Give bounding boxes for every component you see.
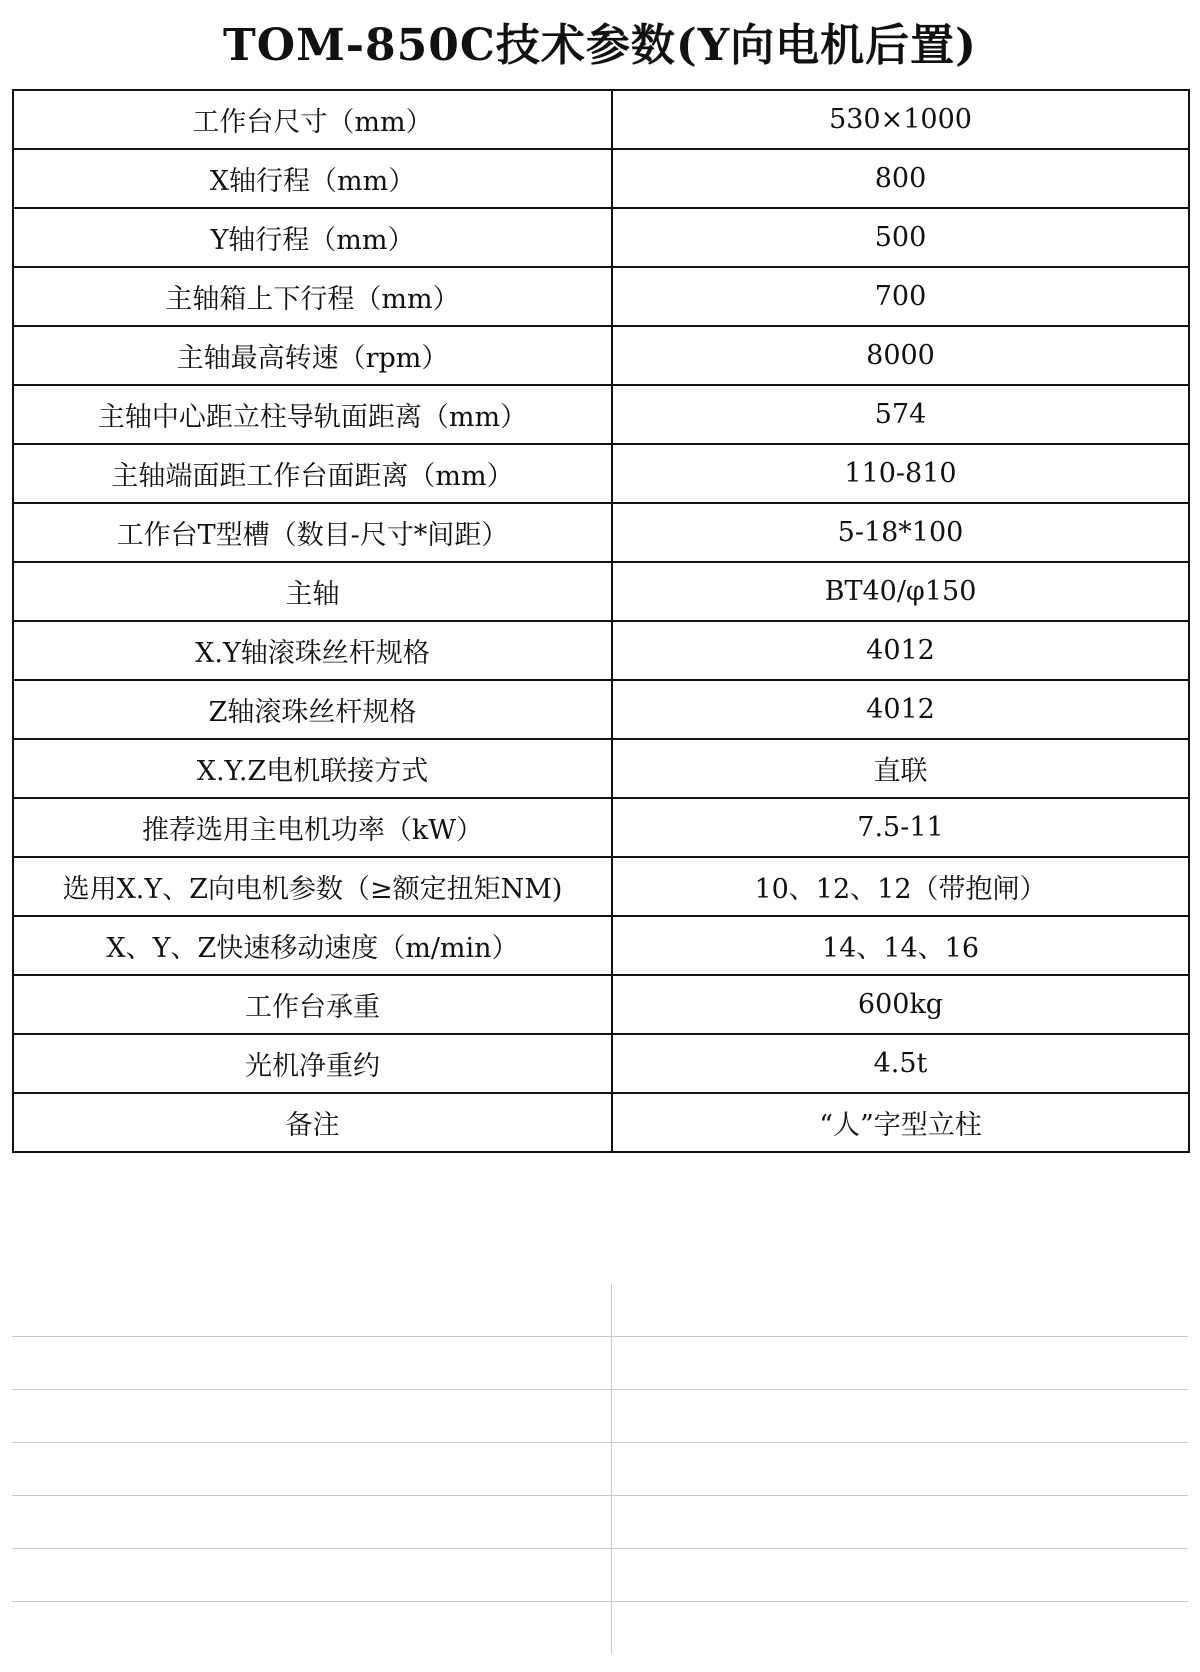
param-value: 4.5t [612,1034,1189,1093]
table-row [13,208,1189,267]
param-value: 800 [612,149,1189,208]
param-value: 600kg [612,975,1189,1034]
param-value: 500 [612,208,1189,267]
table-row [13,916,1189,975]
blank-row [12,1284,1188,1337]
blank-cell [12,1549,611,1602]
blank-cell [611,1496,1188,1549]
blank-cell [12,1390,611,1443]
blank-row [12,1549,1188,1602]
table-row [13,798,1189,857]
param-label: X.Y.Z电机联接方式 [13,739,612,798]
blank-cell [12,1496,611,1549]
param-label: 主轴箱上下行程（mm） [13,267,612,326]
param-label: 主轴最高转速（rpm） [13,326,612,385]
param-value: 530×1000 [612,90,1189,149]
blank-cell [611,1549,1188,1602]
table-row [13,680,1189,739]
param-label: Y轴行程（mm） [13,208,612,267]
param-value: “人”字型立柱 [612,1093,1189,1152]
param-label: X轴行程（mm） [13,149,612,208]
param-value: BT40/φ150 [612,562,1189,621]
blank-row [12,1602,1188,1655]
blank-gridlines [12,1284,1188,1654]
spec-table [12,89,1190,1153]
table-row [13,975,1189,1034]
blank-cell [611,1443,1188,1496]
param-label: 工作台T型槽（数目-尺寸*间距） [13,503,612,562]
blank-cell [611,1390,1188,1443]
table-row [13,326,1189,385]
page-title: TOM-850C技术参数(Y向电机后置) [223,20,977,71]
param-value: 14、14、16 [612,916,1189,975]
blank-cell [611,1284,1188,1337]
blank-row [12,1496,1188,1549]
param-value: 574 [612,385,1189,444]
param-value: 5-18*100 [612,503,1189,562]
param-label: 推荐选用主电机功率（kW） [13,798,612,857]
table-row [13,621,1189,680]
blank-cell [12,1337,611,1390]
param-label: 主轴 [13,562,612,621]
param-label: 光机净重约 [13,1034,612,1093]
table-row [13,739,1189,798]
param-value: 8000 [612,326,1189,385]
blank-row [12,1390,1188,1443]
blank-cell [12,1284,611,1337]
param-label: 主轴中心距立柱导轨面距离（mm） [13,385,612,444]
param-value: 10、12、12（带抱闸） [612,857,1189,916]
table-row [13,503,1189,562]
param-label: 选用X.Y、Z向电机参数（≥额定扭矩NM) [13,857,612,916]
param-label: 工作台承重 [13,975,612,1034]
param-label: X.Y轴滚珠丝杆规格 [13,621,612,680]
param-label: 主轴端面距工作台面距离（mm） [13,444,612,503]
table-row [13,267,1189,326]
blank-cell [12,1443,611,1496]
table-row [13,1093,1189,1152]
param-label: X、Y、Z快速移动速度（m/min） [13,916,612,975]
table-row [13,90,1189,149]
param-label: 备注 [13,1093,612,1152]
blank-cell [12,1602,611,1655]
param-value: 7.5-11 [612,798,1189,857]
param-value: 110-810 [612,444,1189,503]
param-value: 700 [612,267,1189,326]
blank-cell [611,1337,1188,1390]
blank-cell [611,1602,1188,1655]
blank-row [12,1337,1188,1390]
param-value: 4012 [612,621,1189,680]
param-value: 4012 [612,680,1189,739]
table-row [13,385,1189,444]
param-label: Z轴滚珠丝杆规格 [13,680,612,739]
table-row [13,444,1189,503]
table-row [13,149,1189,208]
table-row [13,857,1189,916]
param-value: 直联 [612,739,1189,798]
param-label: 工作台尺寸（mm） [13,90,612,149]
table-row [13,562,1189,621]
blank-row [12,1443,1188,1496]
table-row [13,1034,1189,1093]
